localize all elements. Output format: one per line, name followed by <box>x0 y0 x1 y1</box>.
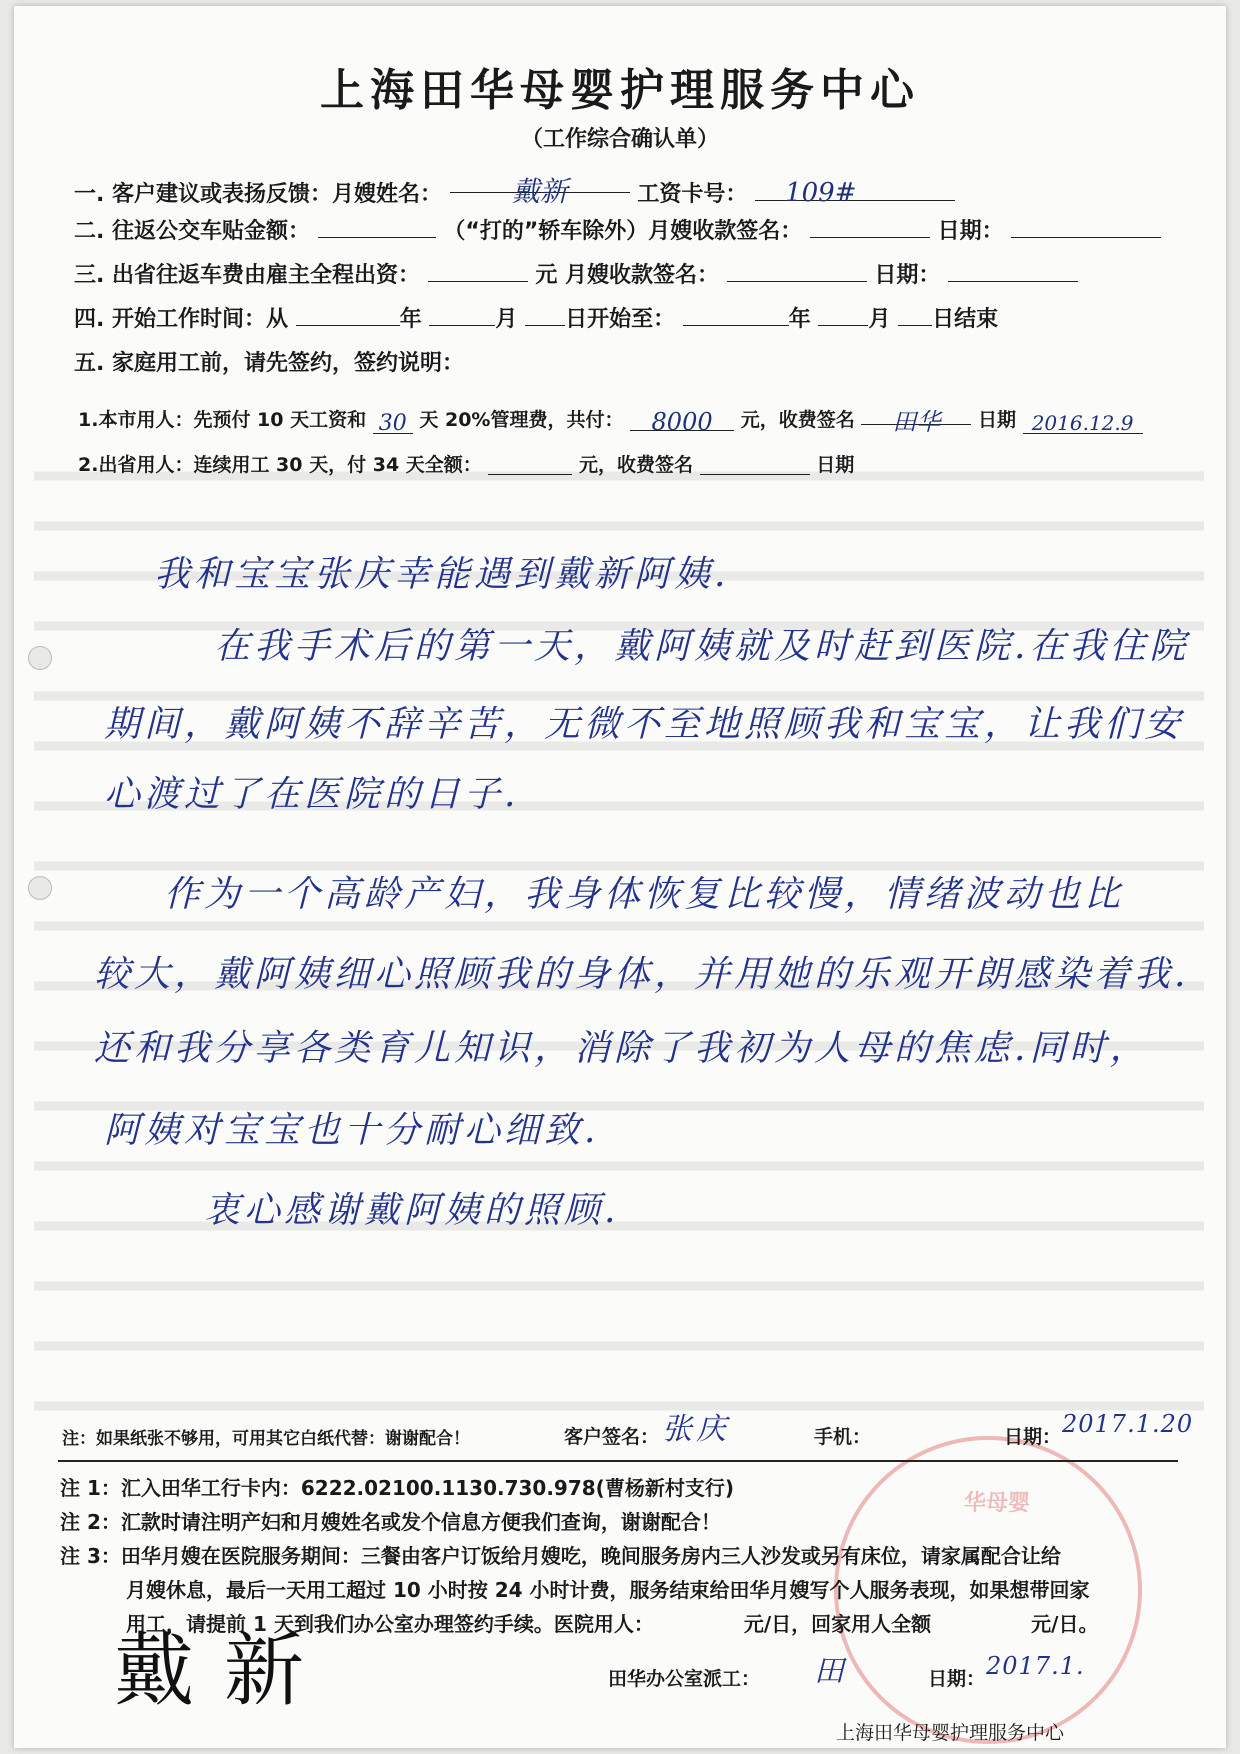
end-day-field[interactable] <box>898 303 932 326</box>
footer-company: 上海田华母婴护理服务中心 <box>836 1722 1065 1744</box>
receipt-date-field[interactable]: 2016.12.9 <box>1023 411 1143 434</box>
handwritten-line: 我和宝宝张庆幸能遇到戴新阿姨. <box>154 554 730 595</box>
fee-days-field[interactable]: 30 <box>373 411 413 434</box>
fare-signature-field[interactable] <box>727 259 867 282</box>
note-2: 注 2：汇款时请注明产妇和月嫂姓名或发个信息方便我们查询，谢谢配合！ <box>60 1510 721 1534</box>
note-1: 注 1：汇入田华工行卡内：6222.02100.1130.730.978(曹杨新村支行) <box>60 1476 734 1500</box>
company-title: 上海田华母婴护理服务中心 <box>320 65 920 116</box>
punch-hole <box>28 876 52 900</box>
start-year-field[interactable] <box>296 303 400 326</box>
handwritten-line: 较大，戴阿姨细心照顾我的身体，并用她的乐观开朗感染着我. <box>94 954 1190 995</box>
bus-amount-field[interactable] <box>318 215 436 238</box>
section-feedback: 一. 客户建议或表扬反馈：月嫂姓名： 戴新 工资卡号： 109# <box>74 170 955 208</box>
section-province-fare: 三. 出省往返车费由雇主全程出资： 元 月嫂收款签名： 日期： <box>74 258 1078 289</box>
dispatcher-signature: 田 <box>814 1654 848 1689</box>
confirmation-form <box>14 6 1226 1748</box>
note-3: 注 3：田华月嫂在医院服务期间：三餐由客户订饭给月嫂吃，晚间服务房内三人沙发或另有床位，请家属配合让给 <box>60 1544 1061 1568</box>
footer-divider <box>58 1460 1178 1462</box>
nanny-signature: 戴新 <box>114 1624 334 1717</box>
pay-card-field[interactable]: 109# <box>755 178 955 201</box>
handwritten-line: 期间，戴阿姨不辞辛苦，无微不至地照顾我和宝宝，让我们安 <box>104 704 1185 745</box>
end-month-field[interactable] <box>818 303 868 326</box>
paper-note: 注：如果纸张不够用，可用其它白纸代替：谢谢配合！ <box>62 1429 470 1449</box>
receipt-signature-field[interactable]: 田华 <box>861 402 971 425</box>
fare-amount-field[interactable] <box>428 259 528 282</box>
dispatch-date-label: 日期： <box>928 1668 986 1690</box>
handwritten-line: 还和我分享各类育儿知识，消除了我初为人母的焦虑.同时， <box>94 1028 1150 1069</box>
date-label: 日期： <box>1004 1426 1062 1448</box>
seal-fragment: 华母婴 <box>964 1491 1031 1516</box>
handwritten-line: 阿姨对宝宝也十分耐心细致. <box>104 1110 600 1151</box>
section-bus-allowance: 二. 往返公交车贴金额： （“打的”轿车除外）月嫂收款签名： 日期： <box>74 214 1161 245</box>
handwritten-line: 在我手术后的第一天，戴阿姨就及时赶到医院.在我住院 <box>214 626 1190 667</box>
handwritten-line: 作为一个高龄产妇，我身体恢复比较慢，情绪波动也比 <box>164 874 1125 915</box>
outprovince-employer-line: 2.出省用人：连续用工 30 天，付 34 天全额： 元，收费签名 日期 <box>78 454 855 476</box>
note-3-cont: 用工，请提前 1 天到我们办公室办理签约手续。医院用人： 元/日，回家用人全额 元/日。 <box>126 1612 1099 1636</box>
handwritten-line: 心渡过了在医院的日子. <box>104 774 520 815</box>
local-employer-line: 1.本市用人：先预付 10 天工资和 30 天 20%管理费，共付： 8000 元，收费签名 田华 日期 2016.12.9 <box>78 402 1143 434</box>
start-month-field[interactable] <box>429 303 495 326</box>
section-signing-note: 五. 家庭用工前，请先签约，签约说明： <box>74 351 465 376</box>
phone-label: 手机： <box>814 1426 872 1448</box>
dispatcher-label: 田华办公室派工： <box>608 1668 761 1690</box>
out-amount-field[interactable] <box>488 452 572 475</box>
note-3-cont: 月嫂休息，最后一天用工超过 10 小时按 24 小时计费，服务结束给田华月嫂写个人服务表现，如果想带回家 <box>126 1578 1090 1602</box>
bus-signature-field[interactable] <box>810 215 930 238</box>
dispatch-date: 2017.1. <box>986 1652 1085 1680</box>
start-day-field[interactable] <box>525 303 565 326</box>
total-amount-field[interactable]: 8000 <box>630 408 734 431</box>
customer-signature-label: 客户签名： <box>564 1426 660 1448</box>
form-subtitle: （工作综合确认单） <box>520 127 719 152</box>
bus-date-field[interactable] <box>1011 215 1161 238</box>
section-work-period: 四. 开始工作时间：从 年 月 日开始至： 年 月 日结束 <box>74 302 998 333</box>
handwritten-line: 衷心感谢戴阿姨的照顾. <box>204 1190 620 1231</box>
customer-sign-date: 2017.1.20 <box>1062 1410 1194 1438</box>
end-year-field[interactable] <box>683 303 789 326</box>
nanny-name-field[interactable]: 戴新 <box>450 170 630 193</box>
customer-signature: 张庆 <box>662 1412 730 1447</box>
out-signature-field[interactable] <box>700 452 810 475</box>
punch-hole <box>28 646 52 670</box>
fare-date-field[interactable] <box>948 259 1078 282</box>
